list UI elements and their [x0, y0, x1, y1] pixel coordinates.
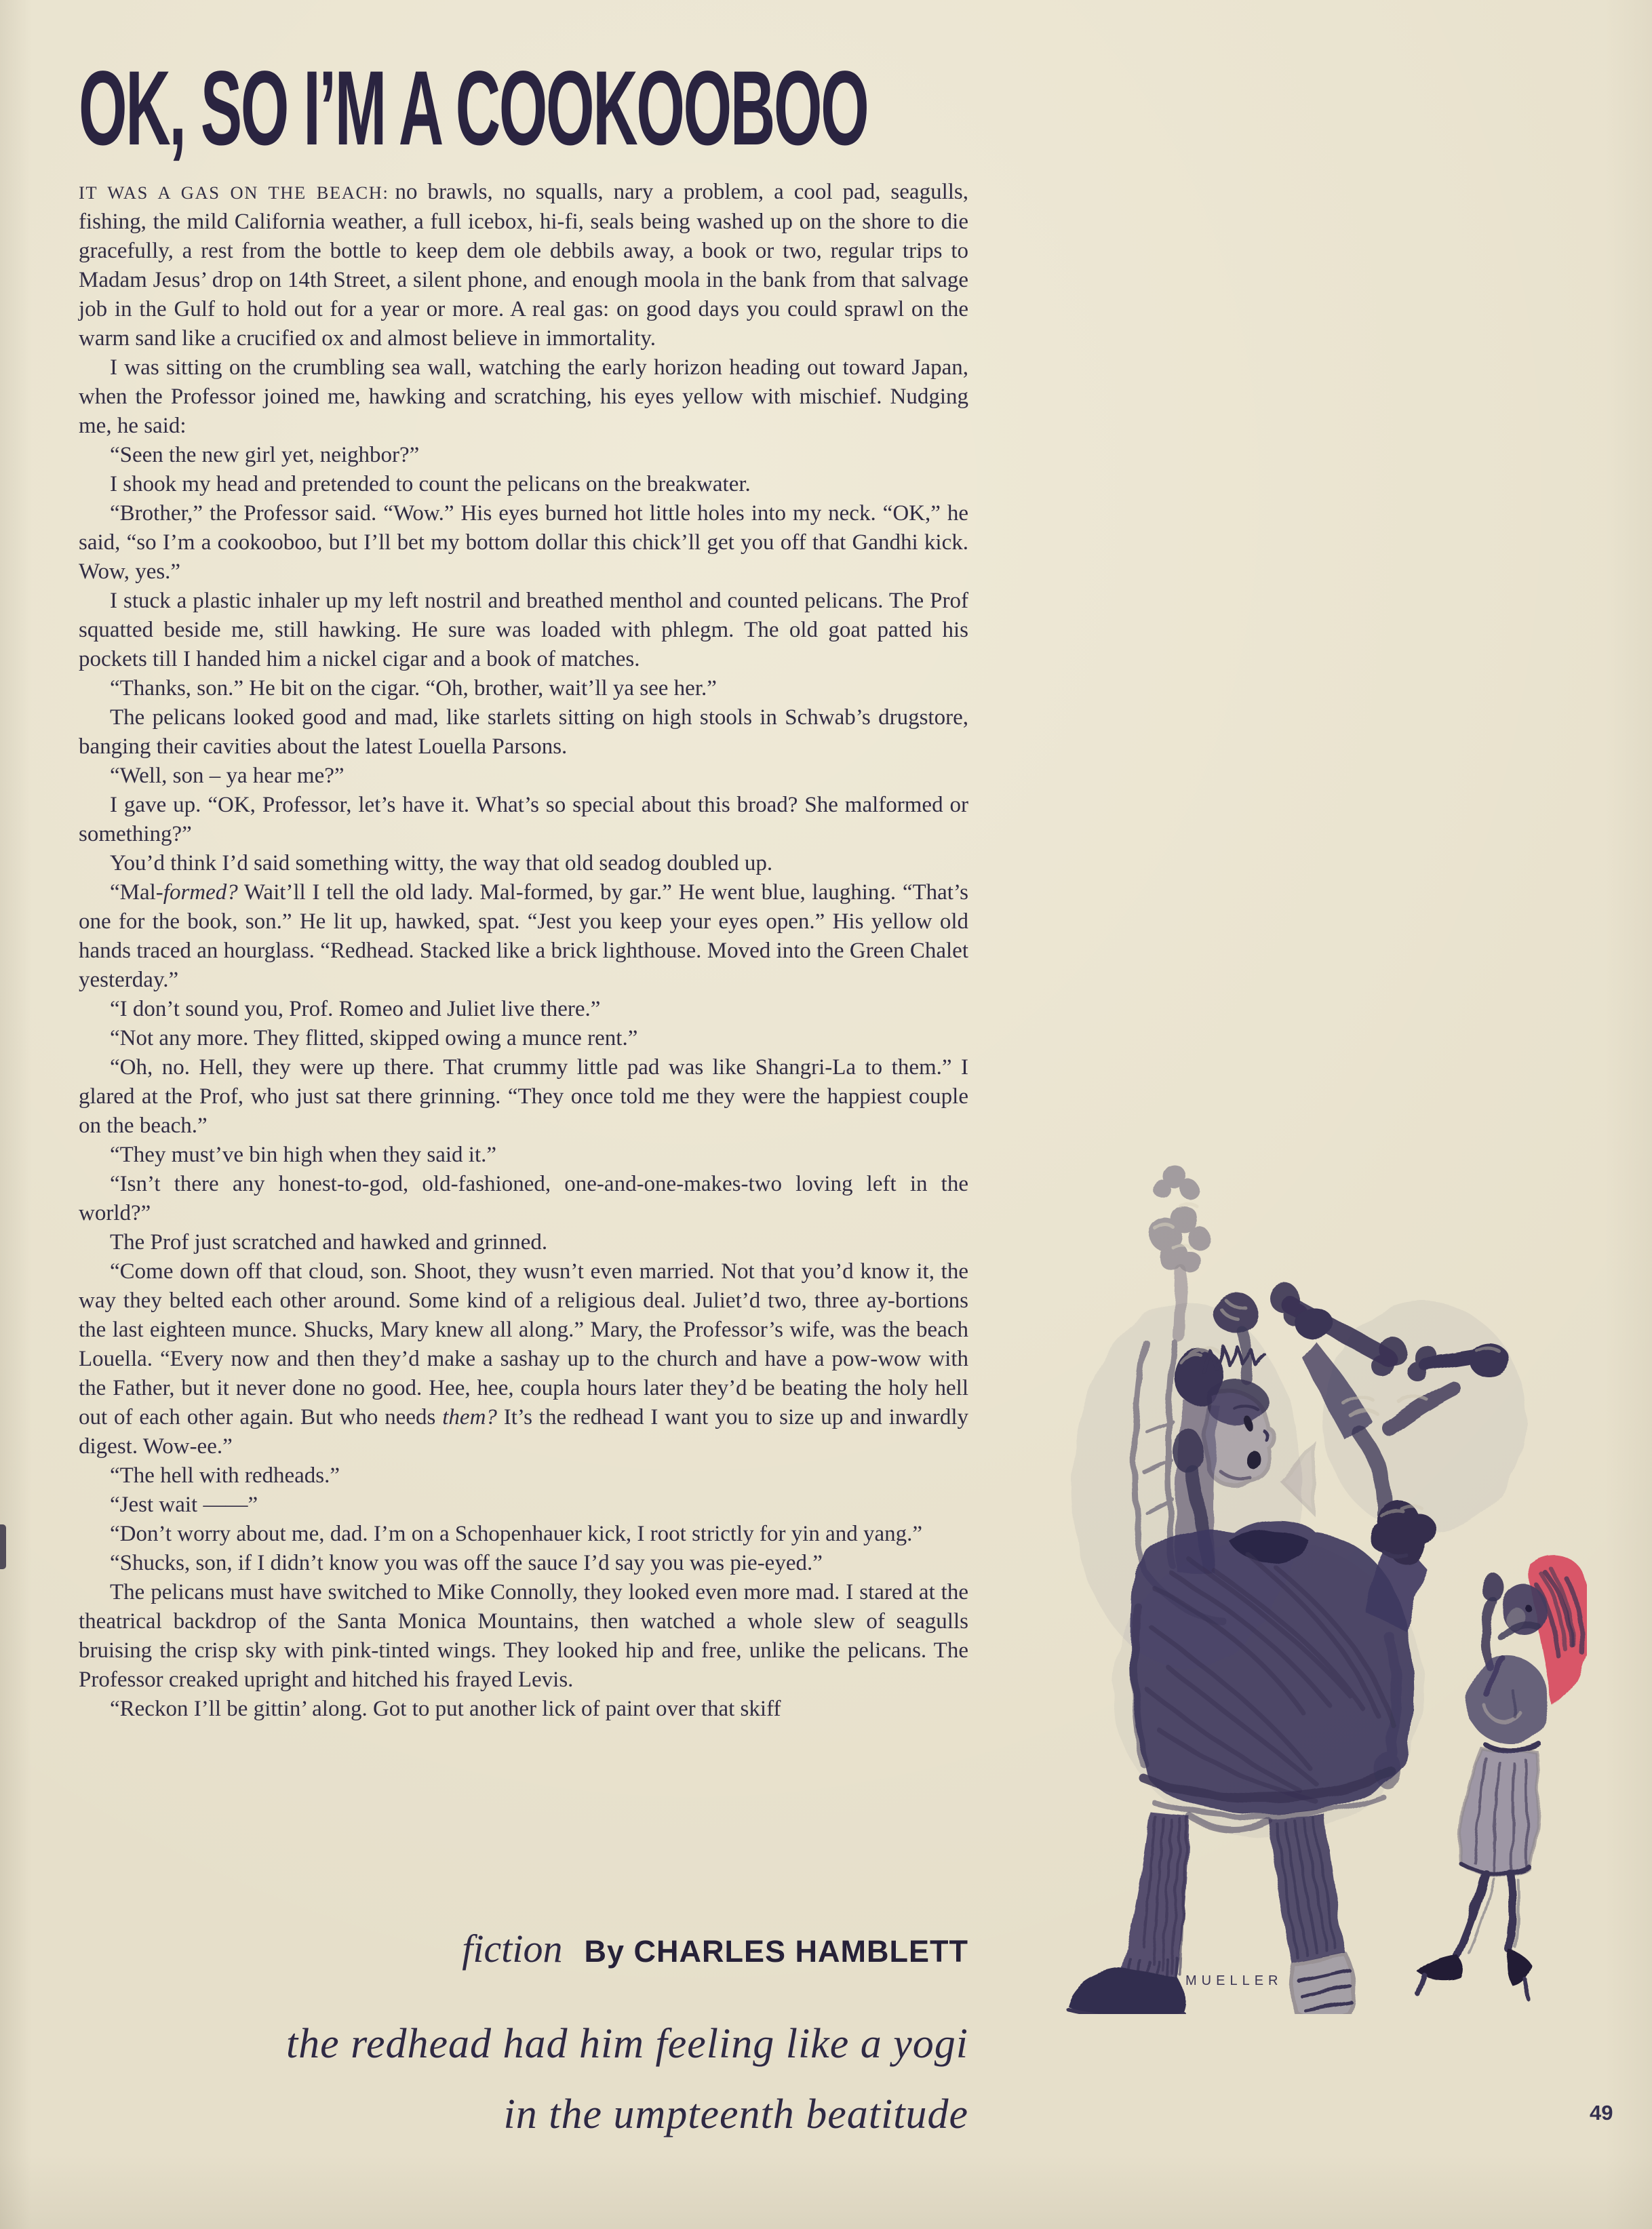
- body-paragraph: I was sitting on the crumbling sea wall, watching the early horizon heading out toward Japan, when the Professor joined me, hawking and scratching, his eyes yellow with mischief. Nudging me, he said:: [79, 355, 968, 438]
- body-paragraph: “Don’t worry about me, dad. I’m on a Schopenhauer kick, I root strictly for yin and yang.”: [110, 1522, 923, 1546]
- opening-lead-in: IT WAS A GAS ON THE BEACH:: [79, 182, 389, 203]
- body-paragraph: “Seen the new girl yet, neighbor?”: [110, 443, 420, 467]
- body-paragraph: You’d think I’d said something witty, the way that old seadog doubled up.: [110, 851, 773, 875]
- opening-paragraph: [79, 178, 968, 353]
- page-number: 49: [1590, 2101, 1613, 2125]
- body-paragraph: The pelicans looked good and mad, like starlets sitting on high stools in Schwab’s drugstore, banging their cavities about the latest Louella Parsons.: [79, 705, 968, 759]
- byline: [462, 1926, 968, 1971]
- body-paragraph: I stuck a plastic inhaler up my left nostril and breathed menthol and counted pelicans. The Prof squatted beside me, still hawking. He sure was loaded with phlegm. The old goat patted his pockets till I handed him a nickel cigar and a book of matches.: [79, 589, 968, 671]
- opening-text: no brawls, no squalls, nary a problem, a cool pad, seagulls, fishing, the mild California weather, a full icebox, hi-fi, seals being washed up on the shore to die gracefully, a rest from the bottle to keep dem ole debbils away, a book or two, regular trips to Madam Jesus’ drop on 14th Street, a silent phone, and enough moola in the bank from that salvage job in the Gulf to hold out for a year or more. A real gas: on good days you could sprawl on the warm sand like a crucified ox and almost believe in immortality.: [79, 180, 968, 351]
- body-paragraph: “Mal-formed? Wait’ll I tell the old lady. Mal-formed, by gar.” He went blue, laughing. “That’s one for the book, son.” He lit up, hawked, spat. “Jest you keep your eyes open.” His yellow old hands traced an hourglass. “Redhead. Stacked like a brick lighthouse. Moved into the Green Chalet yesterday.”: [79, 880, 968, 992]
- sketch-drawing: [1010, 1132, 1587, 2014]
- body-paragraph: “Jest wait ——”: [110, 1493, 258, 1517]
- body-paragraph: I shook my head and pretended to count the pelicans on the breakwater.: [110, 472, 751, 496]
- author-byline: By CHARLES HAMBLETT: [584, 1934, 968, 1969]
- body-paragraph: “Come down off that cloud, son. Shoot, they wusn’t even married. Not that you’d know it, the way they belted each other around. Some kind of a religious deal. Juliet’d two, three ay-bortions the last eighteen munce. Shucks, Mary knew all along.” Mary, the Professor’s wife, was the beach Louella. “Every now and then they’d make a sashay up to the church and have a pow-wow with the Father, but it never done no good. Hee, hee, coupla hours later they’d be beating the holy hell out of each other again. But who needs them? It’s the redhead I want you to size up and inwardly digest. Wow-ee.”: [79, 1259, 968, 1459]
- article-title: OK, SO I’M A COOKOOBOO: [79, 50, 868, 167]
- tagline: [286, 2009, 968, 2150]
- body-paragraph: “They must’ve bin high when they said it.”: [110, 1143, 497, 1167]
- illustration-credit: MUELLER: [1185, 1973, 1283, 1988]
- tagline-line: in the umpteenth beatitude: [503, 2091, 968, 2137]
- body-paragraph: “Reckon I’ll be gittin’ along. Got to put another lick of paint over that skiff: [110, 1697, 781, 1721]
- body-paragraph: The pelicans must have switched to Mike Connolly, they looked even more mad. I stared at the theatrical backdrop of the Santa Monica Mountains, then watched a whole slew of seagulls bruising the crisp sky with pink-tinted wings. They looked hip and free, unlike the pelicans. The Professor creaked upright and hitched his frayed Levis.: [79, 1580, 968, 1692]
- body-paragraph: “Shucks, son, if I didn’t know you was off the sauce I’d say you was pie-eyed.”: [110, 1551, 823, 1575]
- article-body: [79, 178, 968, 1724]
- kicker-label: fiction: [462, 1927, 563, 1971]
- body-paragraph: “I don’t sound you, Prof. Romeo and Juliet live there.”: [110, 997, 601, 1021]
- paragraph-list: [79, 353, 968, 1724]
- body-paragraph: The Prof just scratched and hawked and grinned.: [110, 1230, 548, 1255]
- body-paragraph: “Isn’t there any honest-to-god, old-fashioned, one-and-one-makes-two loving left in the world?”: [79, 1172, 968, 1225]
- scan-edge-artifact: [0, 1524, 6, 1569]
- body-paragraph: “Brother,” the Professor said. “Wow.” His eyes burned hot little holes into my neck. “OK,” he said, “so I’m a cookooboo, but I’ll bet my bottom dollar this chick’ll get you off that Gandhi kick. Wow, yes.”: [79, 501, 968, 584]
- body-paragraph: “Well, son – ya hear me?”: [110, 764, 345, 788]
- body-paragraph: “Not any more. They flitted, skipped owing a munce rent.”: [110, 1026, 638, 1050]
- body-paragraph: “Thanks, son.” He bit on the cigar. “Oh, brother, wait’ll ya see her.”: [110, 676, 717, 701]
- woman-figure: [1417, 1555, 1587, 1999]
- illustration: [1010, 1132, 1587, 2014]
- body-paragraph: I gave up. “OK, Professor, let’s have it. What’s so special about this broad? She malformed or something?”: [79, 793, 968, 846]
- tagline-line: the redhead had him feeling like a yogi: [286, 2021, 968, 2067]
- body-paragraph: “The hell with redheads.”: [110, 1463, 340, 1488]
- body-paragraph: “Oh, no. Hell, they were up there. That crummy little pad was like Shangri-La to them.” I glared at the Prof, who just sat there grinning. “They once told me they were the happiest couple on the beach.”: [79, 1055, 968, 1138]
